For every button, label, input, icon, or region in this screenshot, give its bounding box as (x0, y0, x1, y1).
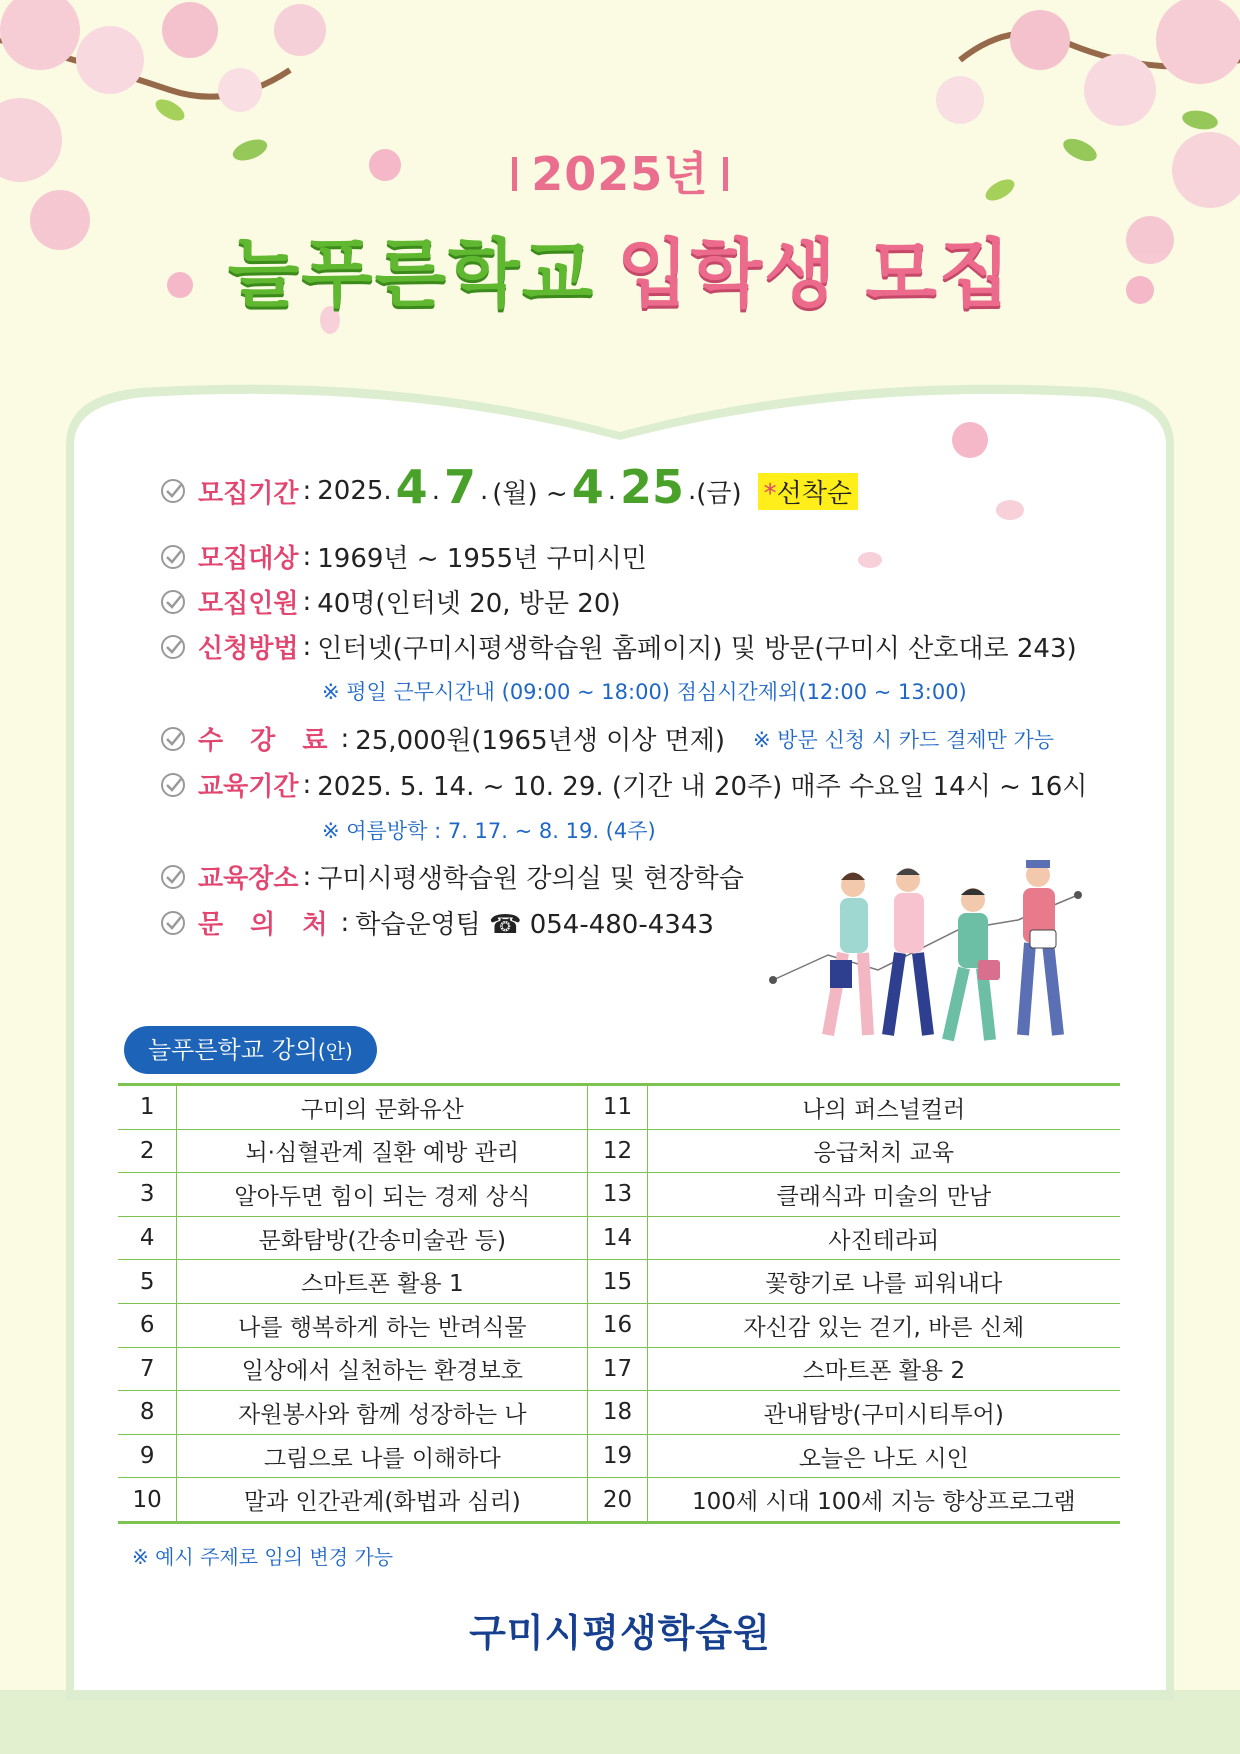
course-title: 그림으로 나를 이해하다 (177, 1434, 588, 1478)
check-circle-icon (160, 726, 186, 752)
method-label: 신청방법 (198, 634, 299, 664)
walking-people-illustration (768, 840, 1098, 1070)
info-row-period: 모집기간 : 2025. 4 . 7 . (월) ~ 4 . 25 . (금) *선착순 (160, 464, 858, 518)
course-title: 100세 시대 100세 지능 향상프로그램 (647, 1478, 1120, 1523)
table-row (118, 1216, 1120, 1260)
period-start-weekday: (월) ~ (492, 478, 568, 509)
course-title: 응급처치 교육 (647, 1129, 1120, 1173)
place-value: 구미시평생학습원 강의실 및 현장학습 (317, 864, 744, 894)
table-row (118, 1478, 1120, 1523)
target-value: 1969년 ~ 1955년 구미시민 (317, 544, 647, 574)
course-title: 관내탐방(구미시티투어) (647, 1391, 1120, 1435)
info-row-method: 신청방법 : 인터넷(구미시평생학습원 홈페이지) 및 방문(구미시 산호대로 243) (160, 628, 1077, 665)
fee-label: 수 강 료 (198, 726, 337, 756)
course-number: 4 (118, 1216, 177, 1260)
course-title: 구미의 문화유산 (177, 1085, 588, 1130)
check-circle-icon (160, 478, 186, 504)
period-end-day: 25 (619, 460, 684, 514)
course-number: 20 (588, 1478, 647, 1523)
course-number: 14 (588, 1216, 647, 1260)
target-label: 모집대상 (198, 544, 299, 574)
course-title: 문화탐방(간송미술관 등) (177, 1216, 588, 1260)
course-number: 6 (118, 1303, 177, 1347)
title-school-name: 늘푸른학교 (227, 231, 596, 317)
course-title: 말과 인간관계(화법과 심리) (177, 1478, 588, 1523)
course-number: 11 (588, 1085, 647, 1130)
course-title: 나를 행복하게 하는 반려식물 (177, 1303, 588, 1347)
method-value: 인터넷(구미시평생학습원 홈페이지) 및 방문(구미시 산호대로 243) (317, 634, 1077, 664)
course-title: 자신감 있는 걷기, 바른 신체 (647, 1303, 1120, 1347)
check-circle-icon (160, 544, 186, 570)
method-note: ※ 평일 근무시간내 (09:00 ~ 18:00) 점심시간제외(12:00 ~ 13:00) (322, 680, 967, 704)
period-label: 모집기간 (198, 478, 299, 509)
table-row (118, 1085, 1120, 1130)
course-title: 뇌·심혈관계 질환 예방 관리 (177, 1129, 588, 1173)
courses-tag-text: 늘푸른학교 강의 (148, 1036, 318, 1064)
course-title: 스마트폰 활용 1 (177, 1260, 588, 1304)
course-number: 8 (118, 1391, 177, 1435)
course-number: 3 (118, 1173, 177, 1217)
course-title: 나의 퍼스널컬러 (647, 1085, 1120, 1130)
course-number: 2 (118, 1129, 177, 1173)
year-bar-right (723, 157, 728, 191)
place-label: 교육장소 (198, 864, 299, 894)
fee-value: 25,000원(1965년생 이상 면제) (355, 726, 725, 756)
courses-tag-suffix: (안) (317, 1039, 353, 1063)
table-row (118, 1434, 1120, 1478)
course-number: 17 (588, 1347, 647, 1391)
period-start-month: 4 (395, 460, 428, 514)
course-number: 9 (118, 1434, 177, 1478)
course-number: 16 (588, 1303, 647, 1347)
courses-tag (124, 1026, 377, 1074)
table-row (118, 1173, 1120, 1217)
table-row (118, 1303, 1120, 1347)
info-row-edu-period: 교육기간 : 2025. 5. 14. ~ 10. 29. (기간 내 20주) 매주 수요일 14시 ~ 16시 (160, 766, 1087, 803)
courses-table (118, 1083, 1120, 1524)
table-row (118, 1391, 1120, 1435)
table-row (118, 1260, 1120, 1304)
check-circle-icon (160, 772, 186, 798)
title-recruitment: 입학생 모집 (617, 231, 1013, 317)
course-number: 15 (588, 1260, 647, 1304)
check-circle-icon (160, 589, 186, 615)
course-title: 자원봉사와 함께 성장하는 나 (177, 1391, 588, 1435)
year-bar-left (512, 157, 517, 191)
course-title: 일상에서 실천하는 환경보호 (177, 1347, 588, 1391)
course-title: 오늘은 나도 시인 (647, 1434, 1120, 1478)
course-number: 18 (588, 1391, 647, 1435)
course-number: 1 (118, 1085, 177, 1130)
course-number: 10 (118, 1478, 177, 1523)
course-number: 13 (588, 1173, 647, 1217)
check-circle-icon (160, 864, 186, 890)
first-come-badge: *선착순 (758, 473, 858, 510)
period-prefix: 2025. (317, 476, 392, 506)
capacity-value: 40명(인터넷 20, 방문 20) (317, 589, 621, 619)
contact-label: 문 의 처 (198, 910, 337, 940)
course-title: 꽃향기로 나를 피워내다 (647, 1260, 1120, 1304)
courses-note: ※ 예시 주제로 임의 변경 가능 (132, 1545, 394, 1569)
course-title: 스마트폰 활용 2 (647, 1347, 1120, 1391)
course-number: 19 (588, 1434, 647, 1478)
course-number: 5 (118, 1260, 177, 1304)
edu-period-value: 2025. 5. 14. ~ 10. 29. (기간 내 20주) 매주 수요일 14시 ~ 16시 (317, 772, 1088, 802)
course-number: 12 (588, 1129, 647, 1173)
year-heading (0, 138, 1240, 204)
edu-period-label: 교육기간 (198, 772, 299, 802)
year-text: 2025년 (531, 147, 709, 201)
period-start-day: 7 (443, 460, 476, 514)
table-row (118, 1347, 1120, 1391)
edu-period-note: ※ 여름방학 : 7. 17. ~ 8. 19. (4주) (322, 819, 656, 843)
course-title: 사진테라피 (647, 1216, 1120, 1260)
course-title: 클래식과 미술의 만남 (647, 1173, 1120, 1217)
course-title: 알아두면 힘이 되는 경제 상식 (177, 1173, 588, 1217)
info-row-capacity: 모집인원 : 40명(인터넷 20, 방문 20) (160, 583, 621, 620)
info-row-fee: 수 강 료 : 25,000원(1965년생 이상 면제) ※ 방문 신청 시 카드 결제만 가능 (160, 720, 1054, 757)
course-number: 7 (118, 1347, 177, 1391)
period-end-weekday: (금) (696, 478, 742, 509)
footer-organization: 구미시평생학습원 (469, 1611, 771, 1655)
check-circle-icon (160, 634, 186, 660)
contact-value: 학습운영팀 ☎ 054-480-4343 (355, 910, 714, 940)
period-end-month: 4 (571, 460, 604, 514)
page-title (0, 215, 1240, 321)
fee-note: ※ 방문 신청 시 카드 결제만 가능 (753, 727, 1055, 752)
info-row-contact: 문 의 처 : 학습운영팀 ☎ 054-480-4343 (160, 904, 714, 941)
check-circle-icon (160, 910, 186, 936)
info-row-place: 교육장소 : 구미시평생학습원 강의실 및 현장학습 (160, 858, 744, 895)
info-row-target: 모집대상 : 1969년 ~ 1955년 구미시민 (160, 538, 647, 575)
table-row (118, 1129, 1120, 1173)
capacity-label: 모집인원 (198, 589, 299, 619)
